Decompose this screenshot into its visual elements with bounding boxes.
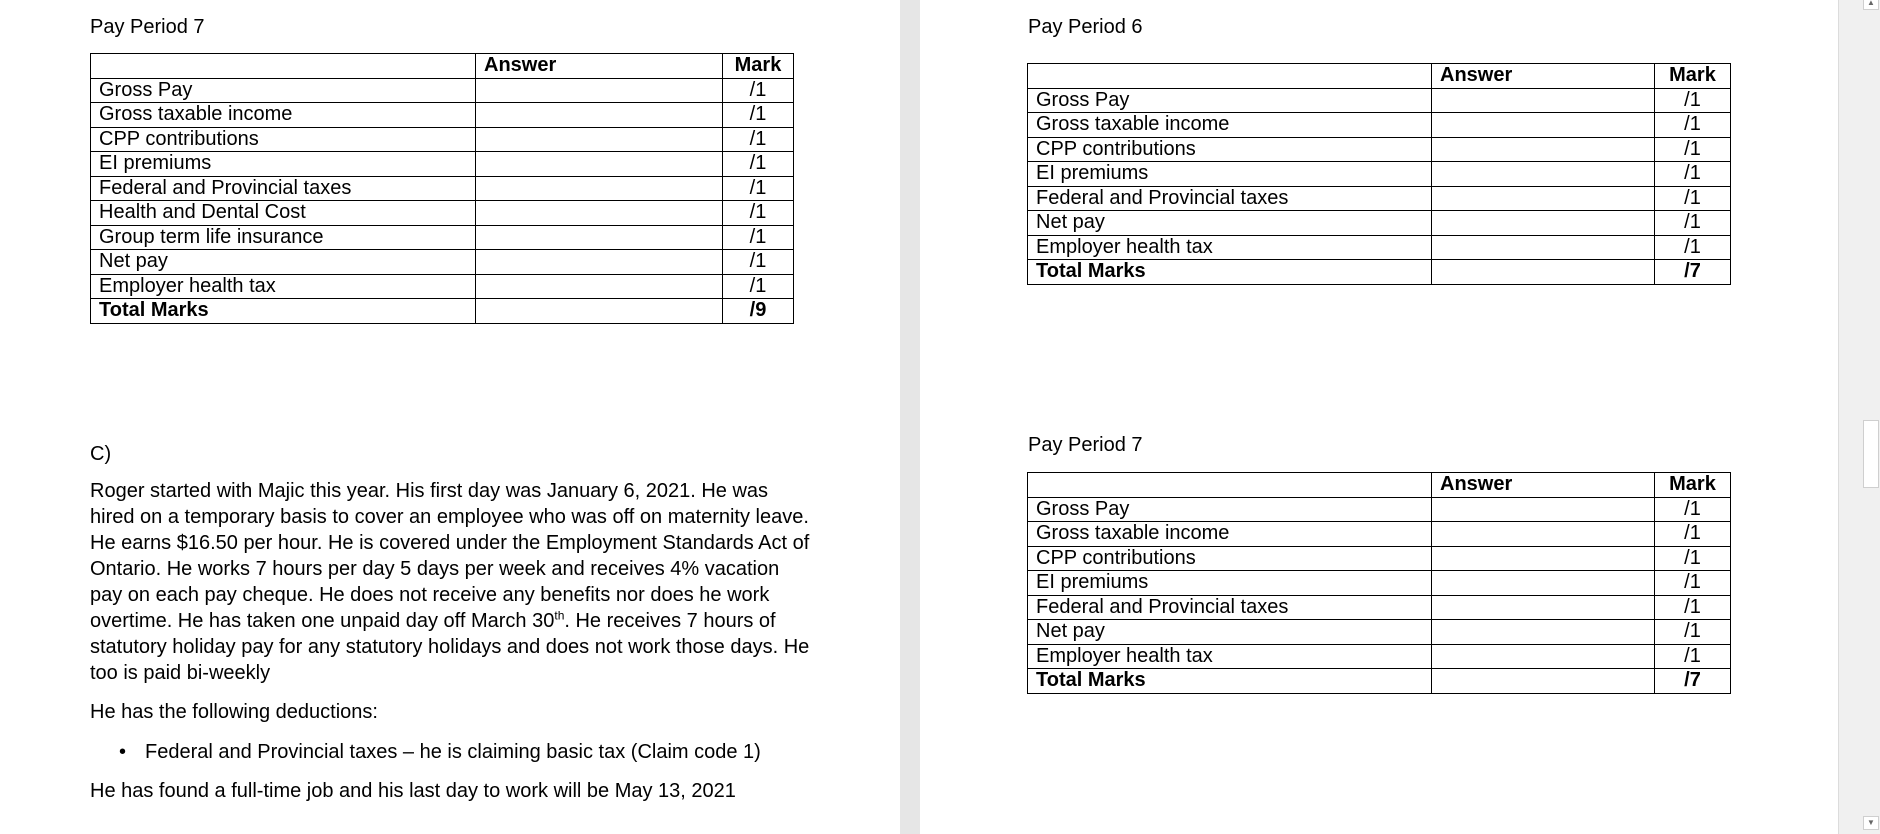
table-row xyxy=(1028,137,1731,162)
answer-cell[interactable] xyxy=(1432,211,1655,236)
answer-cell[interactable] xyxy=(1432,546,1655,571)
answer-cell[interactable] xyxy=(476,299,723,324)
mark-cell: /1 xyxy=(1655,137,1731,162)
total-mark: /7 xyxy=(1655,260,1731,285)
mark-cell: /1 xyxy=(723,225,794,250)
row-label: Employer health tax xyxy=(91,274,476,299)
mark-cell: /1 xyxy=(1655,644,1731,669)
row-label: Group term life insurance xyxy=(91,225,476,250)
row-label: Gross taxable income xyxy=(91,103,476,128)
answer-cell[interactable] xyxy=(1432,162,1655,187)
paragraph-text-continued: . He receives 7 hours of statutory holiday pay for any statutory holidays and does not work those days. He too is paid bi-weekly xyxy=(90,610,810,684)
table-row xyxy=(91,103,794,128)
row-label: Federal and Provincial taxes xyxy=(91,176,476,201)
table-row xyxy=(1028,571,1731,596)
table-row xyxy=(1028,186,1731,211)
table-row xyxy=(1028,497,1731,522)
marks-table-left-pp7 xyxy=(90,53,794,324)
answer-cell[interactable] xyxy=(476,201,723,226)
row-label: EI premiums xyxy=(91,152,476,177)
row-label: Employer health tax xyxy=(1028,644,1432,669)
paragraph-text: Roger started with Majic this year. His first day was January 6, 2021. He was hired on a temporary basis to cover an employee who was off on maternity leave. He earns $16.50 per hour. He is covered under the Employment Standards Act of Ontario. He works 7 hours per day 5 days per week and receives 4% vacation pay on each pay cheque. He does not receive any benefits nor does he work overtime. He has taken one unpaid day off March 30 xyxy=(90,480,810,632)
row-label: CPP contributions xyxy=(1028,137,1432,162)
answer-cell[interactable] xyxy=(1432,137,1655,162)
row-label: Net pay xyxy=(1028,620,1432,645)
header-answer: Answer xyxy=(476,54,723,79)
mark-cell: /1 xyxy=(1655,162,1731,187)
table-row xyxy=(91,127,794,152)
total-label: Total Marks xyxy=(1028,260,1432,285)
row-label: EI premiums xyxy=(1028,571,1432,596)
table-row xyxy=(91,250,794,275)
answer-cell[interactable] xyxy=(476,103,723,128)
table-header-row xyxy=(91,54,794,79)
total-mark: /7 xyxy=(1655,669,1731,694)
mark-cell: /1 xyxy=(1655,497,1731,522)
row-label: Gross Pay xyxy=(1028,88,1432,113)
scrollbar-thumb[interactable] xyxy=(1863,420,1879,488)
header-mark: Mark xyxy=(1655,64,1731,89)
answer-cell[interactable] xyxy=(1432,497,1655,522)
answer-cell[interactable] xyxy=(1432,644,1655,669)
mark-cell: /1 xyxy=(1655,186,1731,211)
total-row xyxy=(1028,260,1731,285)
mark-cell: /1 xyxy=(1655,113,1731,138)
answer-cell[interactable] xyxy=(1432,522,1655,547)
total-mark: /9 xyxy=(723,299,794,324)
table-row xyxy=(91,274,794,299)
row-label: EI premiums xyxy=(1028,162,1432,187)
ordinal-suffix: th xyxy=(554,608,565,623)
row-label: Federal and Provincial taxes xyxy=(1028,186,1432,211)
answer-cell[interactable] xyxy=(476,250,723,275)
header-label xyxy=(1028,473,1432,498)
marks-table-right-pp6 xyxy=(1027,63,1731,285)
row-label: Employer health tax xyxy=(1028,235,1432,260)
header-mark: Mark xyxy=(723,54,794,79)
mark-cell: /1 xyxy=(723,78,794,103)
mark-cell: /1 xyxy=(1655,88,1731,113)
answer-cell[interactable] xyxy=(476,225,723,250)
table-row xyxy=(1028,162,1731,187)
mark-cell: /1 xyxy=(1655,522,1731,547)
table-header-row xyxy=(1028,64,1731,89)
total-label: Total Marks xyxy=(91,299,476,324)
mark-cell: /1 xyxy=(723,176,794,201)
final-line: He has found a full-time job and his last day to work will be May 13, 2021 xyxy=(90,780,736,802)
table-row xyxy=(91,225,794,250)
table-row xyxy=(1028,522,1731,547)
marks-table-right-pp7 xyxy=(1027,472,1731,694)
answer-cell[interactable] xyxy=(476,78,723,103)
mark-cell: /1 xyxy=(1655,235,1731,260)
mark-cell: /1 xyxy=(1655,620,1731,645)
table-row xyxy=(91,176,794,201)
answer-cell[interactable] xyxy=(1432,571,1655,596)
row-label: Net pay xyxy=(1028,211,1432,236)
mark-cell: /1 xyxy=(1655,595,1731,620)
row-label: Health and Dental Cost xyxy=(91,201,476,226)
section-title-pay-period-7: Pay Period 7 xyxy=(1028,434,1143,456)
mark-cell: /1 xyxy=(723,152,794,177)
answer-cell[interactable] xyxy=(1432,235,1655,260)
section-title-pay-period-7: Pay Period 7 xyxy=(90,16,205,38)
row-label: Net pay xyxy=(91,250,476,275)
table-row xyxy=(1028,113,1731,138)
table-row xyxy=(1028,235,1731,260)
total-row xyxy=(91,299,794,324)
section-title-pay-period-6: Pay Period 6 xyxy=(1028,16,1143,38)
row-label: Gross Pay xyxy=(91,78,476,103)
table-row xyxy=(1028,211,1731,236)
answer-cell[interactable] xyxy=(1432,260,1655,285)
answer-cell[interactable] xyxy=(1432,669,1655,694)
deduction-bullet-item xyxy=(119,741,761,764)
document-page-left xyxy=(0,0,900,834)
scroll-down-arrow-icon[interactable]: ▼ xyxy=(1863,816,1879,830)
answer-cell[interactable] xyxy=(1432,113,1655,138)
table-row xyxy=(1028,620,1731,645)
table-row xyxy=(91,78,794,103)
mark-cell: /1 xyxy=(723,201,794,226)
answer-cell[interactable] xyxy=(1432,620,1655,645)
mark-cell: /1 xyxy=(1655,571,1731,596)
header-answer: Answer xyxy=(1432,473,1655,498)
header-label xyxy=(1028,64,1432,89)
header-answer: Answer xyxy=(1432,64,1655,89)
mark-cell: /1 xyxy=(1655,546,1731,571)
section-c-paragraph xyxy=(90,478,810,686)
section-c-label: C) xyxy=(90,443,112,465)
vertical-scrollbar[interactable] xyxy=(1838,0,1880,834)
bullet-text: Federal and Provincial taxes – he is claiming basic tax (Claim code 1) xyxy=(145,741,761,763)
mark-cell: /1 xyxy=(1655,211,1731,236)
scroll-up-arrow-icon[interactable]: ▲ xyxy=(1863,0,1879,10)
mark-cell: /1 xyxy=(723,103,794,128)
table-row xyxy=(1028,546,1731,571)
total-label: Total Marks xyxy=(1028,669,1432,694)
answer-cell[interactable] xyxy=(476,274,723,299)
answer-cell[interactable] xyxy=(476,176,723,201)
table-row xyxy=(1028,644,1731,669)
row-label: Gross taxable income xyxy=(1028,522,1432,547)
document-page-right xyxy=(920,0,1838,834)
row-label: CPP contributions xyxy=(91,127,476,152)
mark-cell: /1 xyxy=(723,250,794,275)
row-label: Federal and Provincial taxes xyxy=(1028,595,1432,620)
answer-cell[interactable] xyxy=(1432,595,1655,620)
row-label: Gross taxable income xyxy=(1028,113,1432,138)
bullet-marker: • xyxy=(119,741,127,763)
table-row xyxy=(1028,595,1731,620)
table-row xyxy=(91,201,794,226)
row-label: Gross Pay xyxy=(1028,497,1432,522)
answer-cell[interactable] xyxy=(476,152,723,177)
answer-cell[interactable] xyxy=(1432,88,1655,113)
header-label xyxy=(91,54,476,79)
answer-cell[interactable] xyxy=(476,127,723,152)
table-header-row xyxy=(1028,473,1731,498)
table-row xyxy=(1028,88,1731,113)
row-label: CPP contributions xyxy=(1028,546,1432,571)
total-row xyxy=(1028,669,1731,694)
mark-cell: /1 xyxy=(723,127,794,152)
answer-cell[interactable] xyxy=(1432,186,1655,211)
header-mark: Mark xyxy=(1655,473,1731,498)
deductions-heading: He has the following deductions: xyxy=(90,701,378,723)
table-row xyxy=(91,152,794,177)
mark-cell: /1 xyxy=(723,274,794,299)
